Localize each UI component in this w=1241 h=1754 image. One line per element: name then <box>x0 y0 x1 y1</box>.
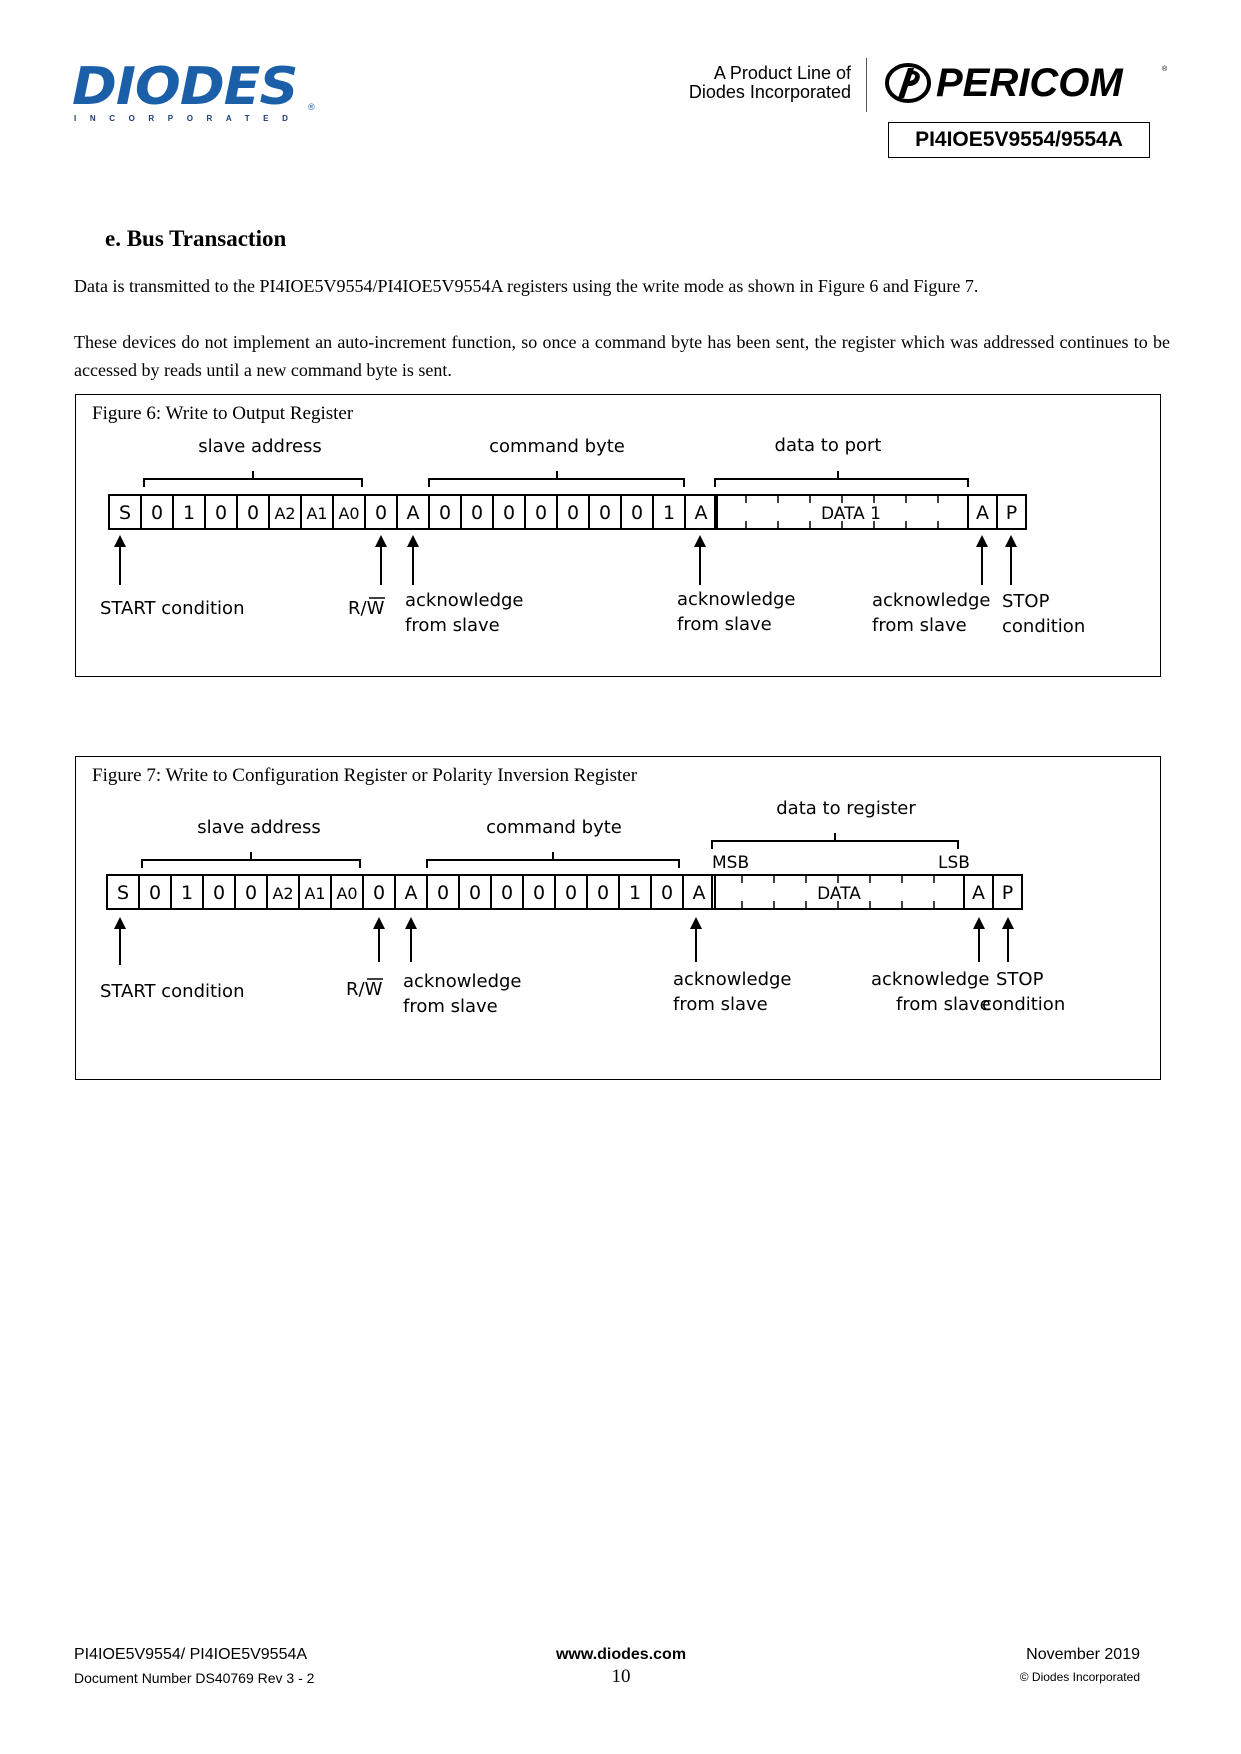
paragraph-intro: Data is transmitted to the PI4IOE5V9554/PI4IOE5V9554A registers using the write mode as shown in Figure 6 and Figure 7. <box>74 276 979 296</box>
bit-label: 0 <box>374 502 388 524</box>
figure-7-bit-row <box>107 875 715 909</box>
annotation-stop-line2: condition <box>1002 616 1086 637</box>
bit-label: A1 <box>304 884 326 903</box>
lsb-label: LSB <box>938 853 970 873</box>
registered-mark-icon: ® <box>1162 66 1168 73</box>
brace-slave-address <box>144 471 362 487</box>
annotation-ack2-line2: from slave <box>677 614 772 635</box>
annotation-start-condition: START condition <box>100 598 245 619</box>
diodes-logo-text: DIODES <box>72 56 298 117</box>
group-label-slave-address: slave address <box>198 436 322 457</box>
annotation-stop-line1: STOP <box>996 969 1044 990</box>
section-heading: e. Bus Transaction <box>105 226 287 251</box>
figure-6-bit-row <box>109 495 717 529</box>
annotation-stop-line1: STOP <box>1002 591 1050 612</box>
bit-label: A <box>406 502 420 524</box>
bit-label: 0 <box>212 882 226 904</box>
footer-document-number: Document Number DS40769 Rev 3 - 2 <box>74 1670 315 1686</box>
group-label-command-byte: command byte <box>489 436 625 457</box>
registered-mark-icon: ® <box>308 102 315 112</box>
bit-label: 1 <box>662 502 676 524</box>
bit-label: 0 <box>502 502 516 524</box>
bit-label: A1 <box>306 504 328 523</box>
bit-label: P <box>1001 882 1014 904</box>
figure-6-title: Figure 6: Write to Output Register <box>92 403 354 424</box>
bit-label: 0 <box>500 882 514 904</box>
bit-label: 0 <box>630 502 644 524</box>
bit-label: S <box>118 502 132 524</box>
annotation-ack2-line1: acknowledge <box>677 589 796 610</box>
part-number-box: PI4IOE5V9554/9554A <box>888 122 1150 158</box>
group-label-slave-address: slave address <box>197 817 321 838</box>
product-line-label-line2: Diodes Incorporated <box>688 82 851 102</box>
bit-label: 0 <box>244 882 258 904</box>
annotation-rw: R/W <box>348 598 385 619</box>
header-divider <box>866 58 867 112</box>
bit-label: 0 <box>436 882 450 904</box>
footer-website-link[interactable]: www.diodes.com <box>555 1646 687 1663</box>
figure-7 <box>75 756 1161 1080</box>
bit-label: 0 <box>532 882 546 904</box>
pericom-emblem-icon <box>884 62 932 104</box>
msb-label: MSB <box>712 853 750 873</box>
figure-6-diagram <box>76 395 1160 676</box>
bit-label: 0 <box>596 882 610 904</box>
bit-label: A <box>692 882 706 904</box>
bit-label: A <box>976 502 989 524</box>
brace-data-to-register <box>712 833 958 849</box>
footer-part-number: PI4IOE5V9554/ PI4IOE5V9554A <box>74 1646 308 1663</box>
diodes-logo-subtext: INCORPORATED <box>74 114 302 123</box>
figure-7-title: Figure 7: Write to Configuration Register or Polarity Inversion Register <box>92 765 638 786</box>
bit-label: A0 <box>336 884 358 903</box>
footer-date: November 2019 <box>1026 1646 1140 1663</box>
bit-label: 0 <box>372 882 386 904</box>
bit-label: 0 <box>660 882 674 904</box>
bit-label: 0 <box>214 502 228 524</box>
bit-label: 0 <box>598 502 612 524</box>
annotation-rw: R/W <box>346 979 383 1000</box>
footer-page-number: 10 <box>611 1666 631 1687</box>
annotation-ack3-line1: acknowledge <box>872 590 991 611</box>
bit-label: 0 <box>438 502 452 524</box>
annotation-ack2-line2: from slave <box>673 994 768 1015</box>
bit-label: 0 <box>246 502 260 524</box>
paragraph-auto-increment: These devices do not implement an auto-increment function, so once a command byte has been sent, the register which was addressed continues to be accessed by reads until a new command byte is sent. <box>74 332 1170 380</box>
bit-label: 0 <box>534 502 548 524</box>
figure-6 <box>75 394 1161 677</box>
bit-label: A <box>972 882 985 904</box>
product-line-label-line1: A Product Line of <box>713 63 851 83</box>
group-label-data-to-port: data to port <box>774 435 882 456</box>
bit-label: A2 <box>272 884 294 903</box>
pericom-logo-text: PERICOM <box>936 61 1123 105</box>
annotation-start-condition: START condition <box>100 981 245 1002</box>
pericom-logo <box>884 60 1174 106</box>
bit-label: A0 <box>338 504 360 523</box>
annotation-ack2-line1: acknowledge <box>673 969 792 990</box>
annotation-ack3-line1: acknowledge <box>871 969 990 990</box>
annotation-ack1-line1: acknowledge <box>405 590 524 611</box>
bit-label: 0 <box>470 502 484 524</box>
brace-command-byte <box>429 471 684 487</box>
diodes-logo <box>72 58 322 124</box>
figure-7-diagram <box>76 757 1160 1079</box>
bit-label: A2 <box>274 504 296 523</box>
bit-label: P <box>1005 502 1018 524</box>
annotation-ack3-line2: from slave <box>872 615 967 636</box>
arrows <box>114 535 1017 585</box>
annotation-ack1-line2: from slave <box>403 996 498 1017</box>
group-label-command-byte: command byte <box>486 817 622 838</box>
figure-6-end-bits <box>968 495 1026 529</box>
bit-label: A <box>404 882 418 904</box>
product-line-label <box>620 64 851 102</box>
brace-slave-address <box>142 852 360 868</box>
arrows <box>114 917 1014 965</box>
annotation-stop-line2: condition <box>982 994 1066 1015</box>
bit-label: 0 <box>564 882 578 904</box>
group-label-data-to-register: data to register <box>776 798 916 819</box>
figure-7-end-bits <box>964 875 1022 909</box>
bit-label: 1 <box>180 882 194 904</box>
annotation-ack1-line2: from slave <box>405 615 500 636</box>
bit-label: S <box>116 882 130 904</box>
data-label: DATA <box>817 884 861 904</box>
footer-copyright: © Diodes Incorporated <box>1019 1670 1140 1684</box>
brace-command-byte <box>427 852 679 868</box>
brace-data-to-port <box>715 471 968 487</box>
annotation-ack1-line1: acknowledge <box>403 971 522 992</box>
bit-label: 0 <box>566 502 580 524</box>
bit-label: 1 <box>182 502 196 524</box>
data-label: DATA 1 <box>820 504 882 524</box>
bit-label: A <box>694 502 708 524</box>
bit-label: 0 <box>148 882 162 904</box>
annotation-ack3-line2: from slave <box>896 994 991 1015</box>
bit-label: 1 <box>628 882 642 904</box>
bit-label: 0 <box>468 882 482 904</box>
bit-label: 0 <box>150 502 164 524</box>
